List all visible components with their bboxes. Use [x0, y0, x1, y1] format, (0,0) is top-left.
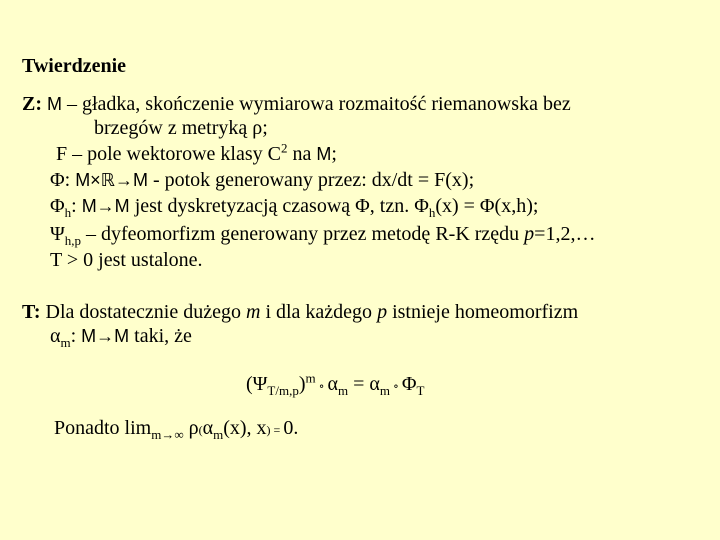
manifold-symbol: M — [316, 144, 332, 164]
limit-paren-close: ) — [266, 423, 271, 437]
limit-args: (x), x — [223, 417, 267, 439]
formula-psi-subscript: T/m,p — [267, 383, 299, 398]
formula-phi: Φ — [401, 373, 417, 395]
thesis-line-2 — [50, 324, 192, 348]
limit-text: Ponadto lim — [54, 417, 152, 439]
formula-alpha-right: α — [369, 373, 380, 395]
assumptions-line-7: T > 0 jest ustalone. — [50, 249, 203, 271]
conjugacy-formula — [246, 372, 425, 398]
discrete-flow-description: jest dyskretyzacją czasową Φ, tzn. Φ — [129, 195, 429, 217]
formula-close: ) — [298, 373, 306, 395]
flow-map: M×ℝ→M — [75, 170, 148, 190]
thesis-text-c: istnieje homeomorfizm — [387, 301, 579, 323]
formula-psi: (Ψ — [246, 373, 268, 395]
theorem-heading: Twierdzenie — [22, 55, 127, 77]
formula-power: m — [305, 370, 316, 386]
homeomorphism-map: M→M — [81, 326, 130, 346]
limit-statement — [54, 416, 298, 442]
discrete-flow-colon: : — [71, 195, 82, 217]
rk-description: – dyfeomorfizm generowany przez metodę R-K rzędu — [81, 223, 525, 245]
composition-operator: ∘ — [390, 379, 402, 393]
limit-equals: = — [270, 423, 284, 437]
assumptions-label: Z: — [22, 93, 42, 115]
assumptions-line-2: brzegów z metryką ρ; — [94, 117, 268, 139]
thesis-label: T: — [22, 301, 41, 323]
homeomorphism-colon: : — [70, 325, 82, 347]
formula-equals: = — [348, 373, 370, 395]
assumptions-line-4 — [50, 168, 474, 192]
step-subscript: h — [64, 205, 72, 220]
homeomorphism-subscript: m — [60, 335, 71, 350]
limit-alpha: α — [202, 417, 214, 439]
vector-field-on: na — [287, 143, 317, 165]
flow-description: - potok generowany przez: dx/dt = F(x); — [147, 169, 475, 191]
step-subscript: h — [428, 205, 436, 220]
homeomorphism-symbol: α — [50, 325, 61, 347]
thesis-line-1 — [22, 300, 578, 324]
homeomorphism-rest: taki, że — [129, 325, 192, 347]
assumptions-line-1 — [22, 92, 571, 116]
composition-operator: ∘ — [315, 379, 328, 393]
smoothness-class: 2 — [280, 140, 288, 156]
discrete-flow-definition: (x) = Φ(x,h); — [435, 195, 539, 217]
assumptions-line-5 — [50, 194, 538, 218]
manifold-description: – gładka, skończenie wymiarowa rozmaitość riemanowska bez — [62, 93, 571, 115]
assumptions-line-6 — [50, 222, 595, 246]
rk-subscript: h,p — [64, 233, 82, 248]
order-symbol: p — [524, 223, 535, 245]
order-values: =1,2,… — [534, 223, 596, 245]
m-symbol: m — [245, 301, 261, 323]
vector-field-text: F – pole wektorowe klasy C — [56, 143, 281, 165]
formula-phi-subscript: T — [416, 383, 425, 398]
formula-alpha-left-subscript: m — [338, 383, 349, 398]
vector-field-end: ; — [331, 143, 337, 165]
manifold-symbol: M — [47, 94, 62, 114]
formula-alpha-left: α — [327, 373, 339, 395]
limit-subscript: m→∞ — [151, 427, 184, 442]
p-symbol: p — [377, 301, 388, 323]
discrete-flow-map: M→M — [81, 196, 130, 216]
thesis-text-b: i dla każdego — [260, 301, 378, 323]
limit-rho: ρ — [183, 417, 199, 439]
limit-value: 0. — [283, 417, 299, 439]
assumptions-line-3 — [56, 142, 337, 166]
formula-alpha-right-subscript: m — [379, 383, 391, 398]
limit-paren-open: ( — [198, 423, 203, 437]
thesis-text-a: Dla dostatecznie dużego — [45, 301, 246, 323]
discrete-flow-symbol: Φ — [50, 195, 65, 217]
flow-symbol: Φ: — [50, 169, 71, 191]
limit-alpha-subscript: m — [213, 427, 224, 442]
rk-symbol: Ψ — [50, 223, 65, 245]
